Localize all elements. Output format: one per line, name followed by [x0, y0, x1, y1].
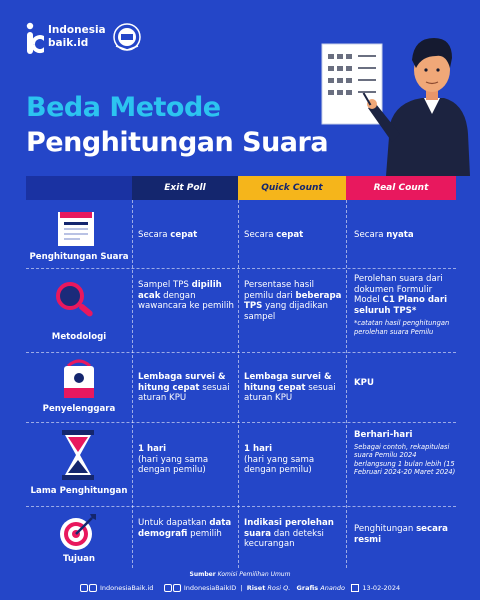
- riset-label: Riset: [246, 584, 266, 592]
- footer-credits: IndonesiaBaik.id IndonesiaBaikID | Riset Rosi Q. Grafis Anando 13-02-2024: [0, 584, 480, 592]
- riset-name: Rosi Q.: [267, 584, 291, 592]
- row-divider: [26, 506, 456, 507]
- indonesia-baik-logo-icon: [26, 22, 44, 56]
- magnifier-icon: [52, 280, 98, 318]
- target-icon: [58, 512, 98, 552]
- cell-real-metodologi-text: Perolehan suara dari dokumen Formulir Model C1 Plano dari seluruh TPS*: [354, 274, 448, 316]
- cell-real-penghitungan: Secara nyata: [354, 230, 414, 240]
- column-divider: [132, 200, 133, 568]
- youtube-icon[interactable]: [173, 584, 181, 592]
- cell-real-tujuan: Penghitungan secara resmi: [354, 524, 448, 545]
- title-line-1: Beda Metode: [26, 92, 221, 123]
- row-label-tujuan: Tujuan: [62, 554, 96, 564]
- cell-quick-tujuan: Indikasi perolehan suara dan deteksi kecurangan: [244, 518, 334, 550]
- cell-exit-penghitungan: Secara cepat: [138, 230, 198, 240]
- cell-exit-metodologi: Sampel TPS dipilih acak dengan wawancara ke pemilih: [138, 280, 234, 312]
- x-icon[interactable]: [164, 584, 172, 592]
- cell-quick-metodologi: Persentase hasil pemilu dari beberapa TPS yang dijadikan sampel: [244, 280, 342, 322]
- row-divider: [26, 268, 456, 269]
- ballot-bag-icon: [62, 358, 96, 400]
- title-line-2: Penghitungan Suara: [26, 127, 329, 158]
- footer-date: 13-02-2024: [362, 584, 401, 592]
- row-divider: [26, 352, 456, 353]
- cell-real-penyelenggara: KPU: [354, 378, 374, 388]
- hourglass-icon: [60, 430, 96, 480]
- cell-real-metodologi-note: *catatan hasil penghitungan perolehan suara Pemilu: [354, 319, 450, 336]
- calendar-icon: [351, 584, 359, 592]
- column-header-real-count: Real Count: [346, 176, 456, 200]
- brand-line-2: baik.id: [48, 37, 89, 49]
- facebook-icon[interactable]: [89, 584, 97, 592]
- person-with-clipboard-illustration: [316, 24, 472, 176]
- cell-real-metodologi: [354, 274, 458, 337]
- column-header-quick-count: Quick Count: [238, 176, 346, 200]
- row-label-lama-penghitungan: Lama Penghitungan: [30, 486, 128, 496]
- row-label-metodologi: Metodologi: [51, 332, 107, 342]
- ballot-box-icon: [56, 208, 96, 248]
- source-label: Sumber: [189, 571, 216, 578]
- cell-real-lama: [354, 430, 458, 477]
- row-label-penyelenggara: Penyelenggara: [42, 404, 116, 414]
- grafis-name: Anando: [320, 584, 346, 592]
- cell-quick-lama: 1 hari (hari yang sama dengan pemilu): [244, 444, 315, 476]
- cell-real-lama-text: Berhari-hari: [354, 430, 413, 440]
- instagram-icon[interactable]: [80, 584, 88, 592]
- cell-exit-lama: 1 hari (hari yang sama dengan pemilu): [138, 444, 209, 476]
- brand-line-1: Indonesia: [48, 24, 106, 36]
- press-badge-icon: [112, 22, 142, 52]
- social-handle-1[interactable]: IndonesiaBaik.id: [99, 584, 154, 592]
- row-divider: [26, 422, 456, 423]
- row-label-penghitungan-suara: Penghitungan Suara: [29, 252, 129, 262]
- column-divider: [346, 200, 347, 568]
- column-divider: [238, 200, 239, 568]
- social-handle-2[interactable]: IndonesiaBaikID: [183, 584, 237, 592]
- brand-name: [48, 24, 106, 50]
- source-text: Komisi Pemilihan Umum: [217, 571, 291, 578]
- table-header-corner: [26, 176, 132, 200]
- cell-exit-tujuan: Untuk dapatkan data demografi pemilih: [138, 518, 232, 539]
- source-line: [0, 571, 480, 578]
- cell-quick-penyelenggara: Lembaga survei & hitung cepat sesuai aturan KPU: [244, 372, 336, 404]
- grafis-label: Grafis: [296, 584, 319, 592]
- cell-real-lama-note: Sebagai contoh, rekapitulasi suara Pemilu 2024 berlangsung 1 bulan lebih (15 Februari 2024-20 Maret 2024): [354, 442, 456, 477]
- column-header-exit-poll: Exit Poll: [132, 176, 238, 200]
- cell-quick-penghitungan: Secara cepat: [244, 230, 304, 240]
- cell-exit-penyelenggara: Lembaga survei & hitung cepat sesuai aturan KPU: [138, 372, 230, 404]
